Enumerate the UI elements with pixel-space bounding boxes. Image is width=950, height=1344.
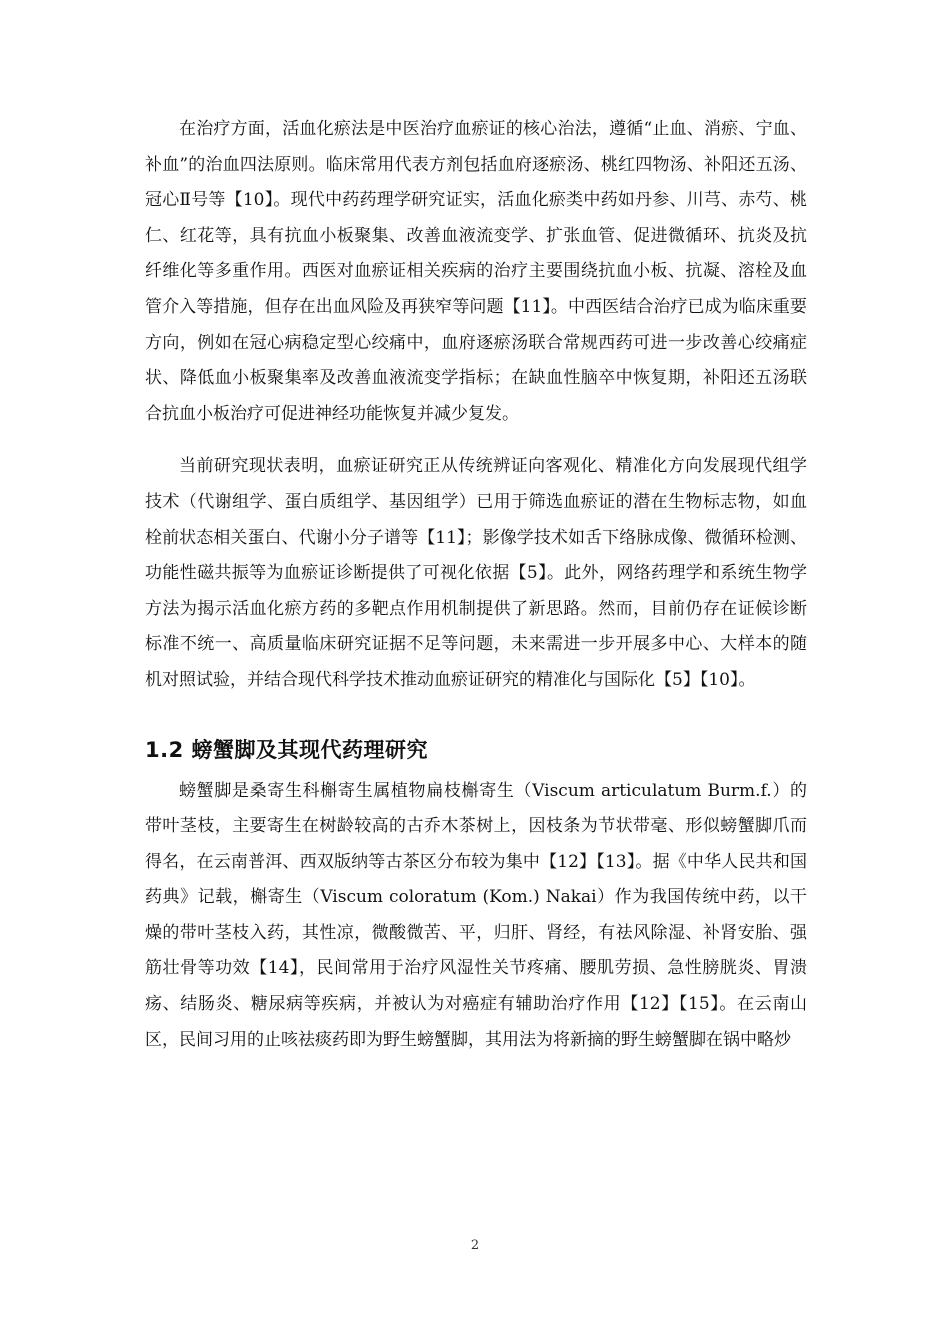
- paragraph-crab-foot: 螃蟹脚是桑寄生科槲寄生属植物扁枝槲寄生（Viscum articulatum Burm.f.）的带叶茎枝，主要寄生在树龄较高的古乔木茶树上，因枝条为节状带毫、形似螃蟹脚爪而得名，在云南普洱、西双版纳等古茶区分布较为集中【12】【13】。据《中华人民共和国药典》记载，槲寄生（Viscum coloratum (Kom.) Nakai）作为我国传统中药，以干燥的带叶茎枝入药，其性凉，微酸微苦、平，归肝、肾经，有祛风除湿、补肾安胎、强筋壮骨等功效【14】，民间常用于治疗风湿性关节疼痛、腰肌劳损、急性膀胱炎、胃溃疡、结肠炎、糖尿病等疾病，并被认为对癌症有辅助治疗作用【12】【15】。在云南山区，民间习用的止咳祛痰药即为野生螃蟹脚，其用法为将新摘的野生螃蟹脚在锅中略炒: [145, 780, 807, 1050]
- page-number: 2: [470, 1238, 480, 1253]
- paragraph-treatment: 在治疗方面，活血化瘀法是中医治疗血瘀证的核心治法，遵循“止血、消瘀、宁血、补血”的治血四法原则。临床常用代表方剂包括血府逐瘀汤、桃红四物汤、补阳还五汤、冠心Ⅱ号等【10】。现代中药药理学研究证实，活血化瘀类中药如丹参、川芎、赤芍、桃仁、红花等，具有抗血小板聚集、改善血液流变学、扩张血管、促进微循环、抗炎及抗纤维化等多重作用。西医对血瘀证相关疾病的治疗主要围绕抗血小板、抗凝、溶栓及血管介入等措施，但存在出血风险及再狭窄等问题【11】。中西医结合治疗已成为临床重要方向，例如在冠心病稳定型心绞痛中，血府逐瘀汤联合常规西药可进一步改善心绞痛症状、降低血小板聚集率及改善血液流变学指标；在缺血性脑卒中恢复期，补阳还五汤联合抗血小板治疗可促进神经功能恢复并减少复发。: [145, 119, 807, 424]
- section-heading: 1.2 螃蟹脚及其现代药理研究: [145, 737, 429, 762]
- page-body: [145, 112, 807, 1058]
- paragraph-research-status: 当前研究现状表明，血瘀证研究正从传统辨证向客观化、精准化方向发展现代组学技术（代谢组学、蛋白质组学、基因组学）已用于筛选血瘀证的潜在生物标志物，如血栓前状态相关蛋白、代谢小分子谱等【11】；影像学技术如舌下络脉成像、微循环检测、功能性磁共振等为血瘀证诊断提供了可视化依据【5】。此外，网络药理学和系统生物学方法为揭示活血化瘀方药的多靶点作用机制提供了新思路。然而，目前仍存在证候诊断标准不统一、高质量临床研究证据不足等问题，未来需进一步开展多中心、大样本的随机对照试验，并结合现代科学技术推动血瘀证研究的精准化与国际化【5】【10】。: [145, 456, 807, 690]
